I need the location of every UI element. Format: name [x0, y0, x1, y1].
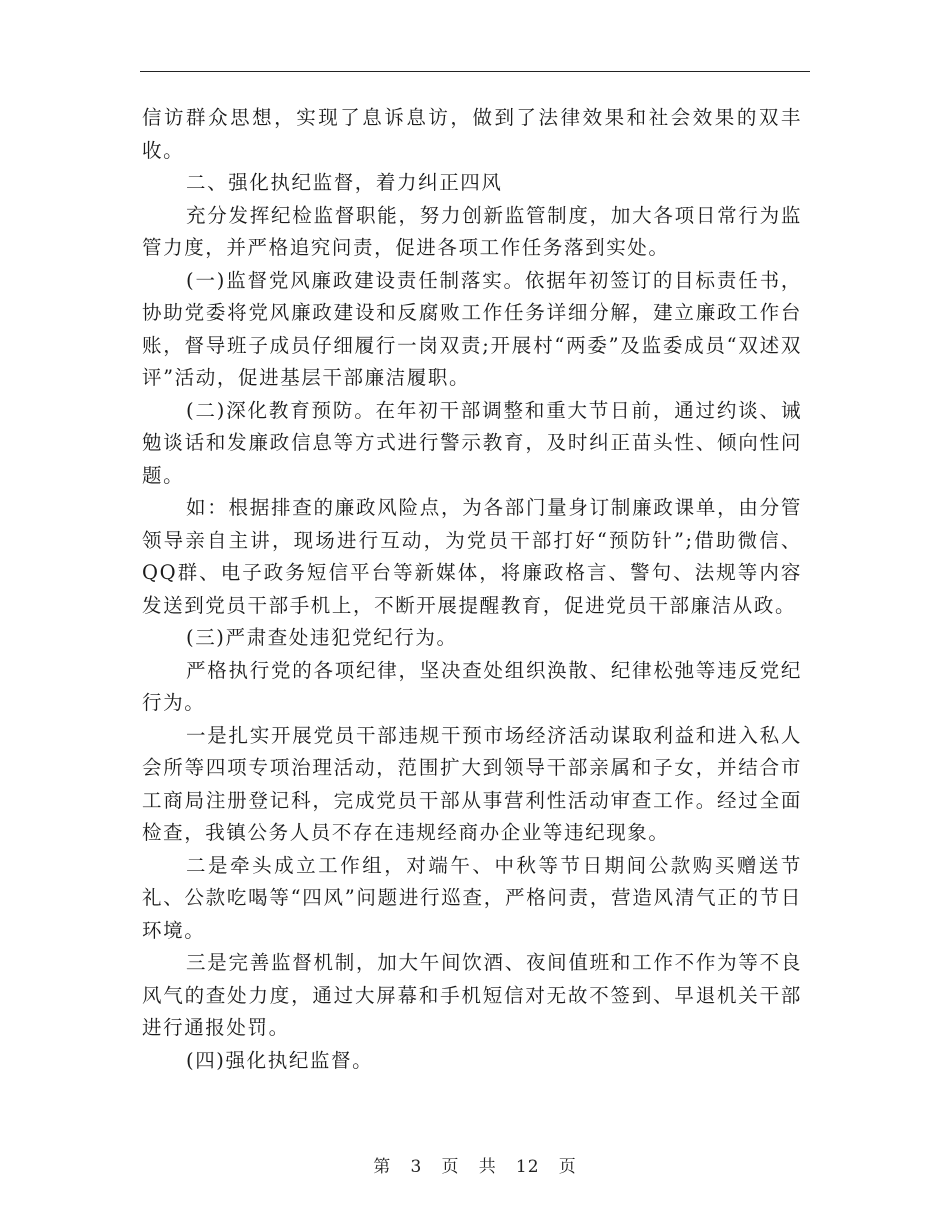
paragraph: 信访群众思想，实现了息诉息访，做到了法律效果和社会效果的双丰收。 [142, 106, 802, 162]
footer-label-total: 共 [478, 1157, 497, 1177]
paragraph: (二)深化教育预防。在年初干部调整和重大节日前，通过约谈、诫勉谈话和发廉政信息等方式进行警示教育，及时纠正苗头性、倾向性问题。 [142, 398, 802, 487]
page-footer [0, 1152, 950, 1177]
header-rule [140, 71, 810, 72]
paragraph: (一)监督党风廉政建设责任制落实。依据年初签订的目标责任书，协助党委将党风廉政建设和反腐败工作任务详细分解，建立廉政工作台账，督导班子成员仔细履行一岗双责;开展村“两委”及监委成员“双述双评”活动，促进基层干部廉洁履职。 [142, 268, 802, 389]
paragraph: 二是牵头成立工作组，对端午、中秋等节日期间公款购买赠送节礼、公款吃喝等“四风”问题进行巡查，严格问责，营造风清气正的节日环境。 [142, 853, 802, 942]
subsection-heading: (四)强化执纪监督。 [186, 1048, 374, 1072]
current-page-number: 3 [410, 1157, 423, 1177]
total-pages-number: 12 [515, 1157, 540, 1177]
footer-label-total-unit: 页 [558, 1157, 577, 1177]
paragraph: 三是完善监督机制，加大午间饮酒、夜间值班和工作不作为等不良风气的查处力度，通过大屏幕和手机短信对无故不签到、早退机关干部进行通报处罚。 [142, 951, 802, 1039]
paragraph: 一是扎实开展党员干部违规干预市场经济活动谋取利益和进入私人会所等四项专项治理活动，范围扩大到领导干部亲属和子女，并结合市工商局注册登记科，完成党员干部从事营利性活动审查工作。经过全面检查，我镇公务人员不存在违规经商办企业等违纪现象。 [142, 723, 802, 844]
paragraph: 充分发挥纪检监督职能，努力创新监管制度，加大各项日常行为监管力度，并严格追究问责，促进各项工作任务落到实处。 [142, 203, 802, 259]
footer-label-page: 第 [373, 1157, 392, 1177]
paragraph: 严格执行党的各项纪律，坚决查处组织涣散、纪律松弛等违反党纪行为。 [142, 658, 802, 714]
footer-label-page-unit: 页 [441, 1157, 460, 1177]
body-text [142, 102, 802, 1077]
subsection-heading: (三)严肃查处违犯党纪行为。 [186, 626, 458, 649]
paragraph: 如：根据排查的廉政风险点，为各部门量身订制廉政课单，由分管领导亲自主讲，现场进行互动，为党员干部打好“预防针”;借助微信、QQ群、电子政务短信平台等新媒体，将廉政格言、警句、法规等内容发送到党员干部手机上，不断开展提醒教育，促进党员干部廉洁从政。 [142, 496, 802, 617]
section-heading: 二、强化执纪监督，着力纠正四风 [186, 171, 503, 194]
